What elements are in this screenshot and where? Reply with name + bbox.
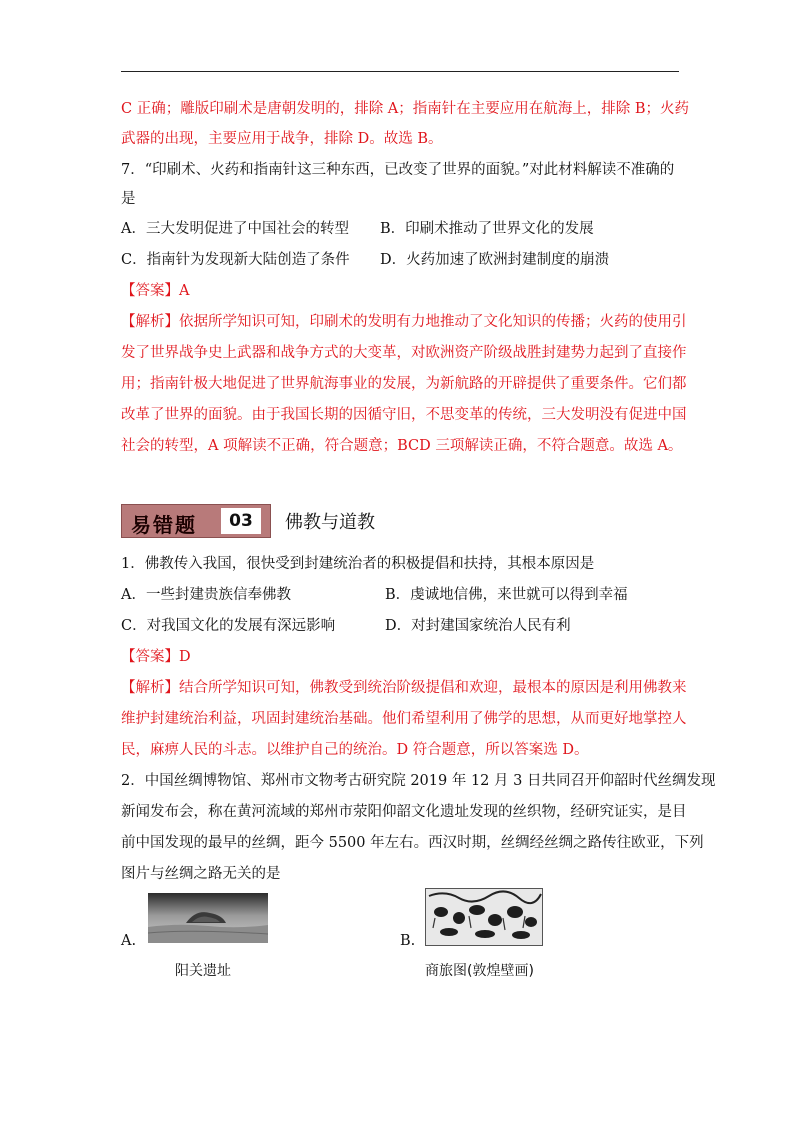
- q2-option-b-caption: 商旅图(敦煌壁画): [425, 963, 534, 979]
- section-badge-title: 易错题: [131, 513, 197, 537]
- q1-option-c: C．对我国文化的发展有深远影响: [121, 618, 336, 634]
- q1-option-b: B．虔诚地信佛，来世就可以得到幸福: [385, 587, 628, 603]
- q7-answer: 【答案】A: [121, 283, 190, 299]
- header-rule: [121, 71, 679, 72]
- q1-analysis-line-1: 【解析】结合所学知识可知，佛教受到统治阶级提倡和欢迎，最根本的原因是利用佛教来: [121, 680, 687, 696]
- prev-explanation-line-2: 武器的出现，主要应用于战争，排除 D。故选 B。: [121, 131, 443, 147]
- q7-stem-line-1: 7．“印刷术、火药和指南针这三种东西，已改变了世界的面貌。”对此材料解读不准确的: [121, 162, 675, 178]
- q7-analysis-line-3: 用；指南针极大地促进了世界航海事业的发展，为新航路的开辟提供了重要条件。它们都: [121, 376, 687, 392]
- section-header: [121, 502, 375, 540]
- q1-answer: 【答案】D: [121, 649, 191, 665]
- q2-option-a-label: A.: [121, 933, 137, 949]
- yangguan-ruins-image: [148, 893, 268, 943]
- q2-option-b-label: B.: [400, 933, 416, 949]
- q7-option-c: C．指南针为发现新大陆创造了条件: [121, 252, 350, 268]
- q1-analysis-line-2: 维护封建统治利益，巩固封建统治基础。他们希望利用了佛学的思想，从而更好地掌控人: [121, 711, 687, 727]
- q7-option-b: B．印刷术推动了世界文化的发展: [380, 221, 594, 237]
- q2-stem-line-3: 前中国发现的最早的丝绸，距今 5500 年左右。西汉时期，丝绸经丝绸之路传往欧亚，下列: [121, 835, 704, 851]
- q1-analysis-line-3: 民，麻痹人民的斗志。以维护自己的统治。D 符合题意，所以答案选 D。: [121, 742, 589, 758]
- q1-option-a: A．一些封建贵族信奉佛教: [121, 587, 291, 603]
- q2-option-a-caption: 阳关遗址: [175, 963, 231, 979]
- q7-analysis-line-2: 发了世界战争史上武器和战争方式的大变革，对欧洲资产阶级战胜封建势力起到了直接作: [121, 345, 687, 361]
- q7-stem-line-2: 是: [121, 191, 136, 207]
- q2-stem-line-2: 新闻发布会，称在黄河流域的郑州市荥阳仰韶文化遗址发现的丝织物，经研究证实，是目: [121, 804, 687, 820]
- prev-explanation-line-1: C 正确；雕版印刷术是唐朝发明的，排除 A；指南针在主要应用在航海上，排除 B；火药: [121, 101, 690, 117]
- q2-stem-line-4: 图片与丝绸之路无关的是: [121, 866, 281, 882]
- q7-analysis-line-4: 改革了世界的面貌。由于我国长期的因循守旧，不思变革的传统，三大发明没有促进中国: [121, 407, 687, 423]
- q2-stem-line-1: 2．中国丝绸博物馆、郑州市文物考古研究院 2019 年 12 月 3 日共同召开仰韶时代丝绸发现: [121, 773, 716, 789]
- q7-option-d: D．火药加速了欧洲封建制度的崩溃: [380, 252, 610, 268]
- section-topic: 佛教与道教: [285, 512, 375, 533]
- q1-option-d: D．对封建国家统治人民有利: [385, 618, 571, 634]
- section-badge-number: 03: [221, 508, 261, 534]
- merchant-caravan-mural-image: [425, 888, 543, 946]
- q7-analysis-line-5: 社会的转型，A 项解读不正确，符合题意；BCD 三项解读正确，不符合题意。故选 A。: [121, 438, 683, 454]
- q7-analysis-line-1: 【解析】依据所学知识可知，印刷术的发明有力地推动了文化知识的传播；火药的使用引: [121, 314, 687, 330]
- q1-stem: 1．佛教传入我国，很快受到封建统治者的积极提倡和扶持，其根本原因是: [121, 556, 595, 572]
- q7-option-a: A．三大发明促进了中国社会的转型: [121, 221, 349, 237]
- section-badge: [121, 504, 271, 538]
